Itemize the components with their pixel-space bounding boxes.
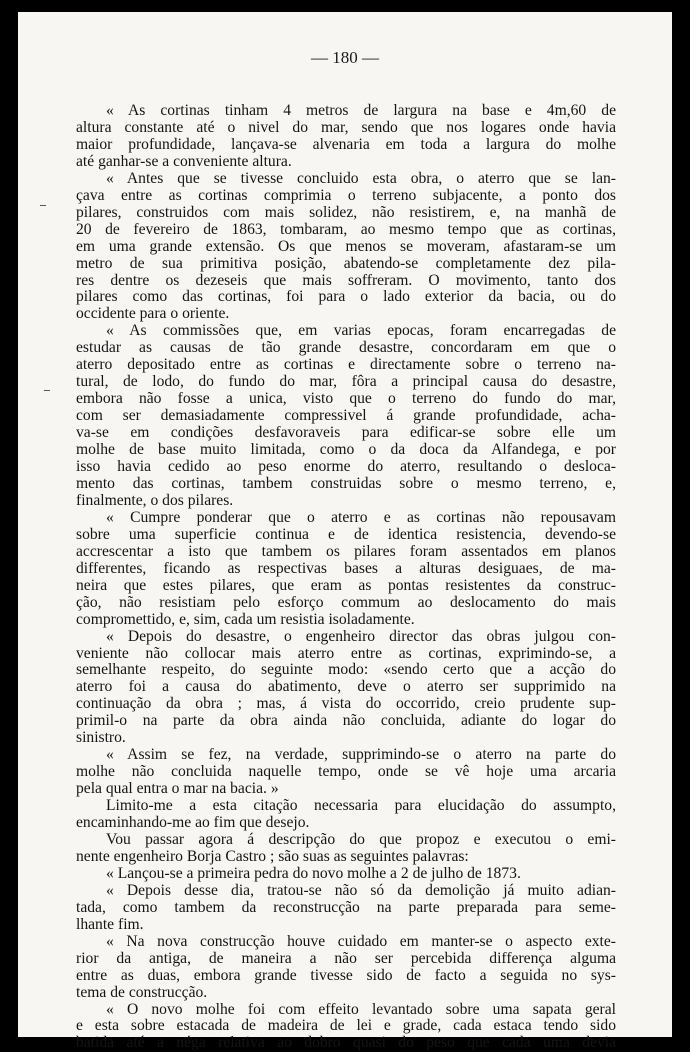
text-line: 20 de fevereiro de 1863, tombaram, ao mesmo tempo que as cortinas,	[76, 220, 616, 238]
text-line: batida até a néga relativa ao dobro quasi do peso que cada uma devia	[76, 1034, 616, 1052]
text-line: differentes, ficando as respectivas bases a alturas desiguaes, de ma-	[76, 559, 616, 577]
paragraph	[76, 883, 616, 934]
text-line: pilares, construidos com mais solidez, não resistirem, e, na manhã de	[76, 203, 616, 221]
text-line: compromettido, e, sim, cada um resistia isoladamente.	[76, 610, 415, 628]
text-line: continuação da obra ; mas, á vista do occorrido, creio prudente sup-	[76, 695, 616, 713]
text-line: accrescentar a isto que tambem os pilares foram assentados em planos	[76, 542, 616, 560]
text-line: primil-o na parte da obra ainda não concluida, adiante do logar do	[76, 712, 616, 730]
text-line: entre as duas, embora grande tivesse sido de facto a seguida no sys-	[76, 966, 616, 984]
text-line: sobre uma superficie continua e de identica resistencia, devendo-se	[76, 525, 616, 543]
text-line: metro de sua primitiva posição, abatendo-se completamente dez pila-	[76, 254, 616, 272]
text-line: lhante fim.	[76, 915, 144, 933]
text-line: pilares como das cortinas, foi para o lado exterior da bacia, ou do	[76, 288, 616, 306]
text-line: tada, como tambem da reconstrucção na parte preparada para seme-	[76, 898, 616, 916]
text-line: semelhante respeito, do seguinte modo: «sendo certo que a acção do	[76, 661, 616, 679]
text-line: neira que estes pilares, que eram as pontas resistentes da construc-	[76, 576, 616, 594]
text-line: sinistro.	[76, 729, 126, 747]
paragraph	[76, 510, 616, 629]
page-number: — 180 —	[311, 48, 379, 67]
text-line: pela qual entra o mar na bacia. »	[76, 780, 279, 798]
paragraph	[76, 832, 616, 866]
text-line: « Cumpre ponderar que o aterro e as cortinas não repousavam	[106, 508, 616, 526]
paragraph	[76, 747, 616, 798]
text-line: tural, de lodo, do fundo do mar, fôra a principal causa do desastre,	[76, 373, 616, 391]
paragraph	[76, 103, 616, 171]
paragraph	[76, 1002, 616, 1052]
text-line: « Lançou-se a primeira pedra do novo molhe a 2 de julho de 1873.	[106, 864, 521, 882]
text-line: res dentre os dezeseis que mais soffreram. O movimento, tanto dos	[76, 271, 616, 289]
document-page	[18, 12, 672, 1052]
text-line: finalmente, o dos pilares.	[76, 491, 234, 509]
text-line: até ganhar-se a conveniente altura.	[76, 152, 292, 170]
text-line: nente engenheiro Borja Castro ; são suas as seguintes palavras:	[76, 847, 469, 865]
text-line: va-se em condições desfavoraveis para edificar-se sobre elle um	[76, 424, 616, 442]
text-line: ção, não resistiam pelo esforço commum ao deslocamento do mais	[76, 593, 616, 611]
text-line: « Antes que se tivesse concluido esta obra, o aterro que se lan-	[106, 169, 616, 187]
text-line: tema de construcção.	[76, 983, 208, 1001]
paragraph	[76, 323, 616, 509]
text-line: molhe de base muito limitada, como o da doca da Alfandega, e por	[76, 441, 616, 459]
text-line: molhe não concluida naquelle tempo, onde se vê hoje uma arcaria	[76, 763, 616, 781]
text-line: isso havia cedido ao peso enorme do aterro, resultando o desloca-	[76, 458, 616, 476]
text-line: « Assim se fez, na verdade, supprimindo-se o aterro na parte do	[106, 746, 616, 764]
text-line: « Na nova construcção houve cuidado em manter-se o aspecto exte-	[106, 932, 616, 950]
text-line: maior profundidade, lançava-se alvenaria em toda a largura do molhe	[76, 135, 616, 153]
text-line: aterro foi a causa do abatimento, deve o aterro ser supprimido na	[76, 678, 616, 696]
text-line: çava entre as cortinas comprimia o terreno subjacente, a ponto dos	[76, 186, 616, 204]
text-line: aterro depositado entre as cortinas e directamente sobre o terreno na-	[76, 356, 616, 374]
text-line: « As cortinas tinham 4 metros de largura na base e 4m,60 de	[106, 102, 616, 119]
paragraph	[76, 866, 616, 883]
text-line: encaminhando-me ao fim que desejo.	[76, 814, 310, 832]
text-line: Vou passar agora á descripção do que propoz e executou o emi-	[106, 830, 616, 848]
margin-mark	[44, 390, 50, 391]
text-line: rior da antiga, de maneira a não ser percebida differença alguma	[76, 949, 616, 967]
paragraph	[76, 629, 616, 748]
margin-mark	[40, 205, 46, 206]
text-line: em uma grande extensão. Os que menos se moveram, afastaram-se um	[76, 237, 616, 255]
text-line: « Depois desse dia, tratou-se não só da demolição já muito adian-	[106, 881, 616, 899]
body-text	[76, 103, 616, 1052]
text-line: e esta sobre estacada de madeira de lei e grade, cada estaca tendo sido	[76, 1017, 616, 1035]
text-line: Limito-me a esta citação necessaria para elucidação do assumpto,	[106, 797, 616, 815]
text-line: occidente para o oriente.	[76, 305, 230, 323]
text-line: veniente não collocar mais aterro entre as cortinas, exprimindo-se, a	[76, 644, 616, 662]
text-line: « Depois do desastre, o engenheiro director das obras julgou con-	[106, 627, 616, 645]
paragraph	[76, 798, 616, 832]
text-line: embora não fosse a unica, visto que o terreno do fundo do mar,	[76, 390, 616, 408]
paragraph	[76, 934, 616, 1002]
text-line: altura constante até o nivel do mar, sendo que nos logares onde havia	[76, 118, 616, 136]
text-line: estudar as causas de tão grande desastre, concordaram em que o	[76, 339, 616, 357]
text-line: « As commissões que, em varias epocas, foram encarregadas de	[106, 322, 616, 340]
text-line: com ser demasiadamente compressivel á grande profundidade, acha-	[76, 407, 616, 425]
paragraph	[76, 171, 616, 324]
text-line: mento das cortinas, tambem construidas sobre o mesmo terreno, e,	[76, 474, 616, 492]
text-line: « O novo molhe foi com effeito levantado sobre uma sapata geral	[106, 1000, 616, 1018]
